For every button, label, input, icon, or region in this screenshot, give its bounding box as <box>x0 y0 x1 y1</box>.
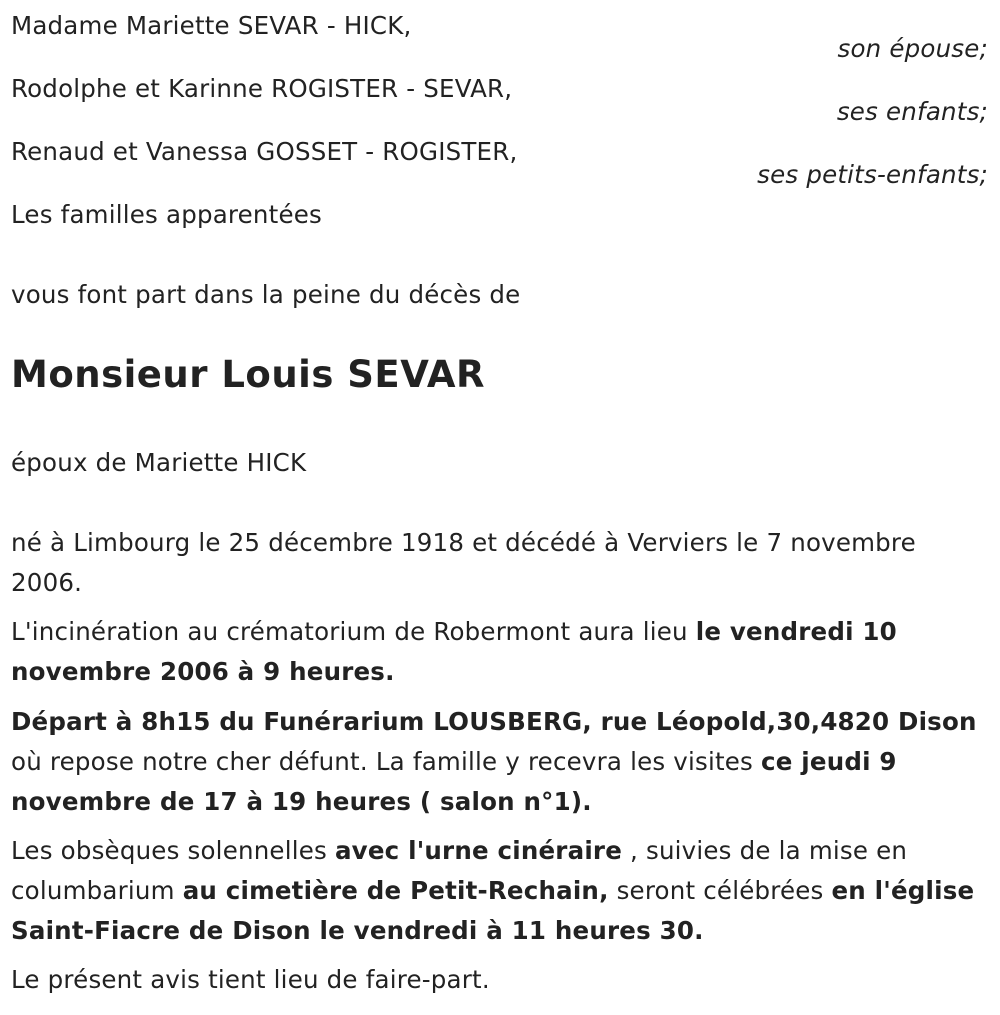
visit-time: ce jeudi 9 novembre de 17 à 19 heures ( salon n°1). <box>11 747 897 816</box>
family-member-name: Madame Mariette SEVAR - HICK, <box>11 11 412 40</box>
birth-death-paragraph: né à Limbourg le 25 décembre 1918 et décédé à Verviers le 7 novembre 2006. <box>11 528 916 597</box>
obituary-document <box>11 0 990 994</box>
family-member-role: son épouse; <box>837 34 988 63</box>
announcement-intro: vous font part dans la peine du décès de <box>11 280 521 309</box>
family-member-role: ses petits-enfants; <box>757 160 988 189</box>
funeral-text-1: Les obsèques solennelles <box>11 836 335 865</box>
cremation-paragraph <box>11 612 990 692</box>
cremation-date: le vendredi 10 novembre 2006 à 9 heures. <box>11 617 897 686</box>
family-member-role: ses enfants; <box>836 97 988 126</box>
departure-text: où repose notre cher défunt. La famille y recevra les visites <box>11 747 762 776</box>
family-member <box>11 0 990 63</box>
family-member-name: Rodolphe et Karinne ROGISTER - SEVAR, <box>11 74 513 103</box>
departure-paragraph <box>11 702 996 822</box>
spouse-line: époux de Mariette HICK <box>11 448 307 477</box>
funeral-cemetery: au cimetière de Petit-Rechain, <box>182 876 609 905</box>
departure-location: Départ à 8h15 du Funérarium LOUSBERG, rue Léopold,30,4820 Dison <box>11 707 977 736</box>
family-member <box>11 63 990 126</box>
funeral-text-2: , suivies de la mise en columbarium <box>11 836 908 905</box>
deceased-name: Monsieur Louis SEVAR <box>11 353 485 396</box>
cremation-text: L'incinération au crématorium de Robermont aura lieu <box>11 617 696 646</box>
family-member-name: Renaud et Vanessa GOSSET - ROGISTER, <box>11 137 518 166</box>
funeral-paragraph <box>11 831 990 951</box>
funeral-text-3: seront célébrées <box>608 876 832 905</box>
funeral-church: en l'église Saint-Fiacre de Dison le vendredi à 11 heures 30. <box>11 876 975 945</box>
funeral-urn: avec l'urne cinéraire <box>334 836 623 865</box>
family-member <box>11 126 990 189</box>
family-member <box>11 189 990 252</box>
family-member-name: Les familles apparentées <box>11 200 322 229</box>
closing-line: Le présent avis tient lieu de faire-part. <box>11 965 490 994</box>
